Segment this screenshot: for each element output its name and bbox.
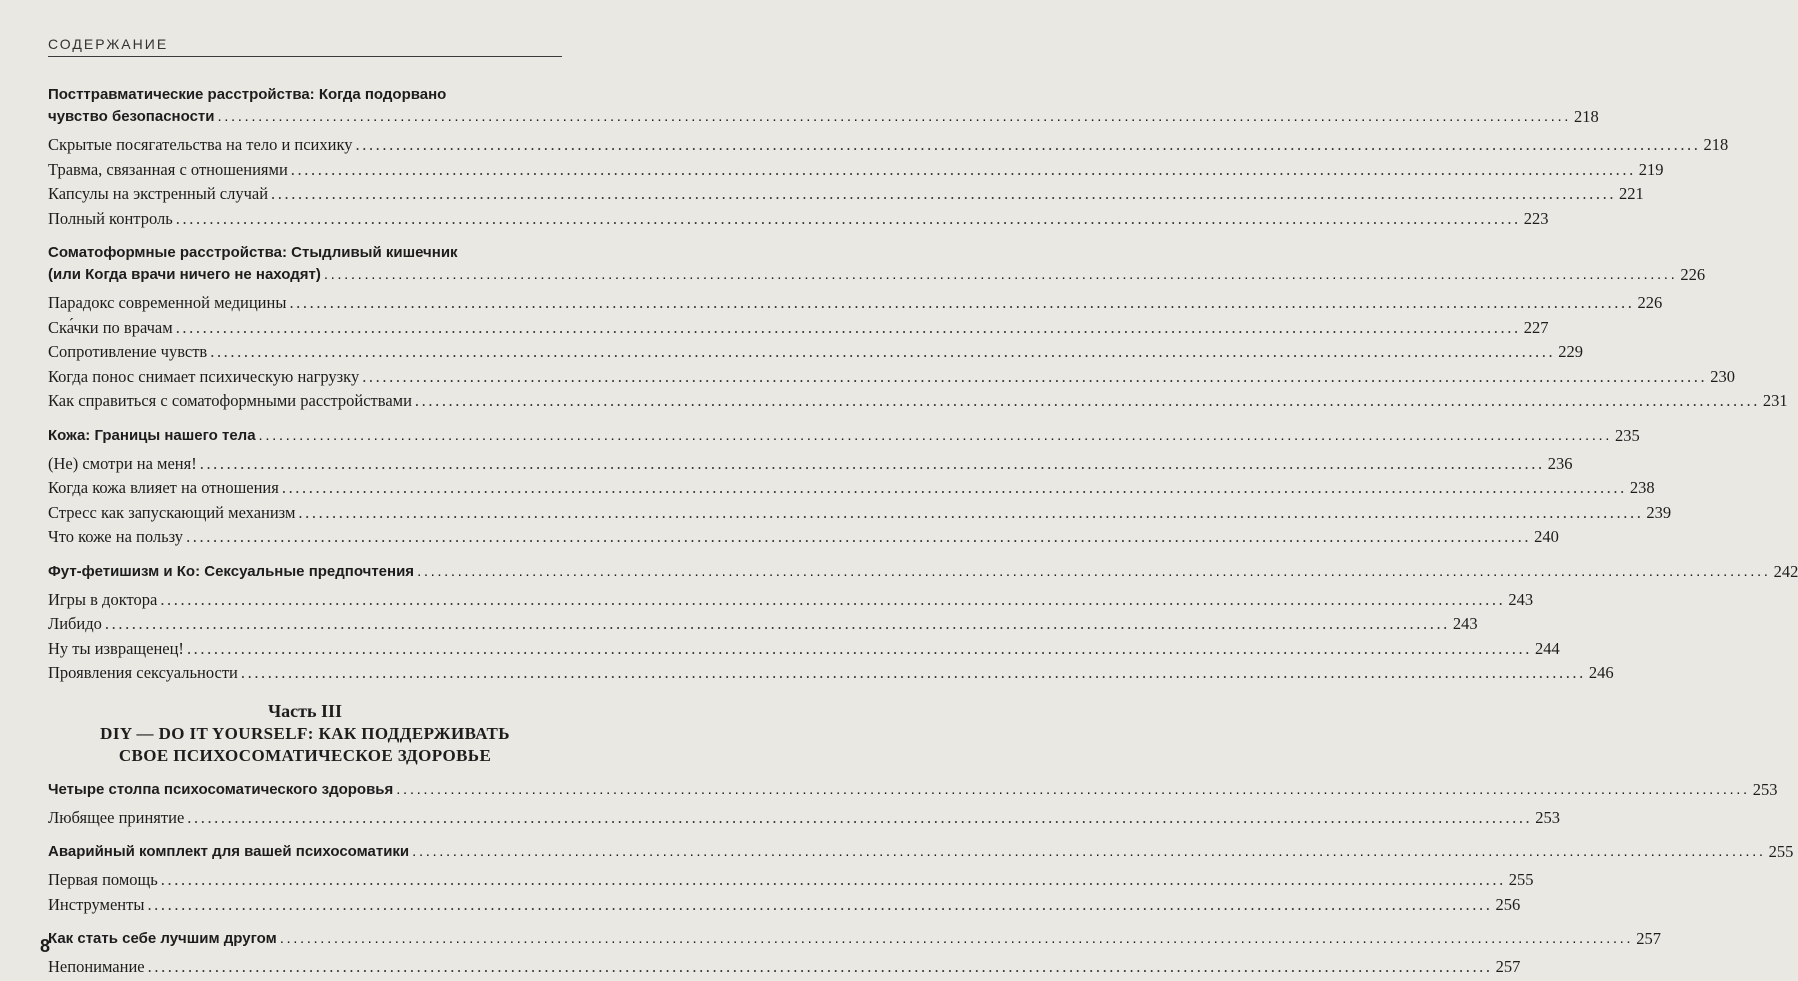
toc-entry [48, 807, 1561, 830]
dot-leader: ........................................................................................................................................................................................................ [147, 894, 1493, 914]
part-title-line-1: DIY — DO IT YOURSELF: КАК ПОДДЕРЖИВАТЬ [100, 723, 510, 743]
toc-entry [48, 366, 1735, 389]
dot-leader: ........................................................................................................................................................................................................ [240, 663, 1586, 682]
section-title: чувство безопасности [48, 108, 215, 125]
section-title: Кожа: Границы нашего тела [48, 426, 256, 444]
entry-page: 218 [1703, 135, 1729, 154]
entry-title: Скрытые посягательства на тело и психику [48, 135, 353, 154]
section-page: 235 [1615, 425, 1640, 445]
toc-entry [48, 134, 1729, 157]
section-title-line-1: Соматоформные расстройства: Стыдливый кишечник [48, 244, 458, 261]
toc-entry [48, 956, 1521, 979]
dot-leader: ........................................................................................................................................................................................................ [160, 870, 1506, 889]
toc-section-heading [48, 841, 1794, 863]
entry-title: Капсулы на экстренный случай [48, 184, 269, 203]
section-page: 218 [1573, 107, 1599, 126]
entry-title: Когда кожа влияет на отношения [48, 478, 279, 497]
dot-leader: ........................................................................................................................................................................................................ [186, 638, 1532, 658]
toc-entry [48, 317, 1549, 340]
toc-section-heading [48, 561, 1798, 583]
dot-leader: ........................................................................................................................................................................................................ [175, 317, 1521, 337]
dot-leader: ........................................................................................................................................................................................................ [186, 527, 1532, 546]
table-of-contents [48, 84, 1798, 981]
dot-leader: ........................................................................................................................................................................................................ [417, 562, 1771, 580]
toc-entry [48, 662, 1614, 685]
toc-group-part-2 [48, 84, 1798, 685]
section-title: Фут-фетишизм и Ко: Сексуальные предпочтения [48, 562, 415, 580]
section-page: 253 [1752, 779, 1778, 799]
entry-page: 231 [1762, 391, 1788, 410]
dot-leader: ........................................................................................................................................................................................................ [414, 391, 1760, 410]
dot-leader: ........................................................................................................................................................................................................ [147, 957, 1493, 976]
toc-entry [48, 502, 1672, 525]
entry-page: 244 [1534, 638, 1560, 658]
part-number: Часть III [267, 700, 343, 721]
section-title: Как стать себе лучшим другом [48, 930, 277, 947]
entry-page: 226 [1637, 293, 1663, 312]
entry-page: 221 [1619, 184, 1644, 203]
entry-page: 238 [1629, 478, 1655, 497]
section-title: Четыре столпа психосоматического здоровья [48, 780, 394, 798]
entry-title: Сопротивление чувств [48, 342, 208, 361]
dot-leader: ........................................................................................................................................................................................................ [279, 930, 1634, 947]
section-title-line-1: Посттравматические расстройства: Когда подорвано [48, 86, 447, 103]
toc-entry [48, 159, 1664, 182]
toc-entry [48, 292, 1663, 315]
entry-page: 227 [1523, 317, 1549, 337]
toc-entry [48, 869, 1534, 892]
dot-leader: ........................................................................................................................................................................................................ [217, 108, 1571, 125]
dot-leader: ........................................................................................................................................................................................................ [160, 589, 1506, 609]
dot-leader: ........................................................................................................................................................................................................ [412, 843, 1766, 860]
page-number: 8 [40, 936, 51, 956]
entry-title: Что коже на пользу [48, 527, 184, 546]
dot-leader: ........................................................................................................................................................................................................ [290, 159, 1636, 179]
entry-title: Любящее принятие [48, 807, 185, 827]
entry-title: Ска́чки по врачам [48, 317, 173, 337]
entry-page: 246 [1588, 663, 1614, 682]
entry-page: 236 [1547, 453, 1573, 473]
toc-entry [48, 526, 1559, 549]
entry-title: Стресс как запускающий механизм [48, 502, 296, 522]
section-title: (или Когда врачи ничего не находят) [48, 266, 321, 283]
dot-leader: ........................................................................................................................................................................................................ [175, 208, 1521, 228]
dot-leader: ........................................................................................................................................................................................................ [355, 135, 1701, 154]
entry-title: Проявления сексуальности [48, 663, 238, 682]
dot-leader: ........................................................................................................................................................................................................ [271, 184, 1617, 203]
entry-title: (Не) смотри на меня! [48, 453, 197, 473]
entry-page: 230 [1710, 366, 1735, 386]
dot-leader: ........................................................................................................................................................................................................ [104, 614, 1450, 633]
entry-page: 243 [1508, 589, 1534, 609]
dot-leader: ........................................................................................................................................................................................................ [258, 426, 1613, 444]
dot-leader: ........................................................................................................................................................................................................ [289, 293, 1635, 312]
entry-title: Игры в доктора [48, 589, 158, 609]
entry-page: 256 [1495, 894, 1521, 914]
dot-leader: ........................................................................................................................................................................................................ [199, 453, 1545, 473]
toc-section-heading [48, 928, 1661, 950]
entry-page: 255 [1508, 870, 1534, 889]
entry-page: 229 [1558, 342, 1583, 361]
section-title: Аварийный комплект для вашей психосоматики [48, 843, 410, 860]
toc-entry [48, 453, 1573, 476]
dot-leader: ........................................................................................................................................................................................................ [396, 780, 1750, 798]
toc-entry [48, 341, 1583, 364]
entry-page: 239 [1646, 502, 1672, 522]
toc-entry [48, 613, 1478, 636]
entry-title: Либидо [48, 614, 102, 633]
entry-page: 223 [1523, 208, 1549, 228]
toc-entry [48, 589, 1534, 612]
entry-title: Травма, связанная с отношениями [48, 159, 288, 179]
toc-entry [48, 208, 1549, 231]
dot-leader: ........................................................................................................................................................................................................ [187, 807, 1533, 827]
entry-title: Непонимание [48, 957, 145, 976]
toc-section-heading [48, 779, 1778, 801]
toc-entry [48, 638, 1560, 661]
entry-page: 240 [1534, 527, 1559, 546]
part-title-line-2: СВОЕ ПСИХОСОМАТИЧЕСКОЕ ЗДОРОВЬЕ [118, 745, 492, 765]
dot-leader: ........................................................................................................................................................................................................ [210, 342, 1556, 361]
entry-title: Ну ты извращенец! [48, 638, 184, 658]
entry-title: Как справиться с соматоформными расстройствами [48, 391, 412, 410]
entry-title: Инструменты [48, 894, 145, 914]
toc-entry [48, 183, 1644, 206]
entry-title: Когда понос снимает психическую нагрузку [48, 366, 360, 386]
toc-entry [48, 477, 1655, 500]
part-heading [48, 699, 562, 767]
running-header: СОДЕРЖАНИЕ [48, 36, 562, 57]
entry-page: 257 [1495, 957, 1521, 976]
toc-section-heading [48, 242, 1706, 286]
section-page: 257 [1636, 929, 1661, 948]
section-page: 242 [1773, 561, 1798, 581]
toc-entry [48, 894, 1521, 917]
dot-leader: ........................................................................................................................................................................................................ [323, 266, 1678, 283]
entry-title: Парадокс современной медицины [48, 293, 287, 312]
entry-title: Первая помощь [48, 870, 158, 889]
toc-section-heading [48, 84, 1599, 128]
dot-leader: ........................................................................................................................................................................................................ [281, 478, 1627, 497]
entry-title: Полный контроль [48, 208, 173, 228]
toc-group-part-3 [48, 779, 1794, 979]
toc-section-heading [48, 425, 1640, 447]
entry-page: 219 [1638, 159, 1664, 179]
toc-entry [48, 390, 1788, 413]
entry-page: 253 [1535, 807, 1561, 827]
section-page: 226 [1680, 265, 1706, 284]
dot-leader: ........................................................................................................................................................................................................ [298, 502, 1644, 522]
dot-leader: ........................................................................................................................................................................................................ [362, 366, 1708, 386]
section-page: 255 [1768, 842, 1794, 861]
entry-page: 243 [1452, 614, 1478, 633]
